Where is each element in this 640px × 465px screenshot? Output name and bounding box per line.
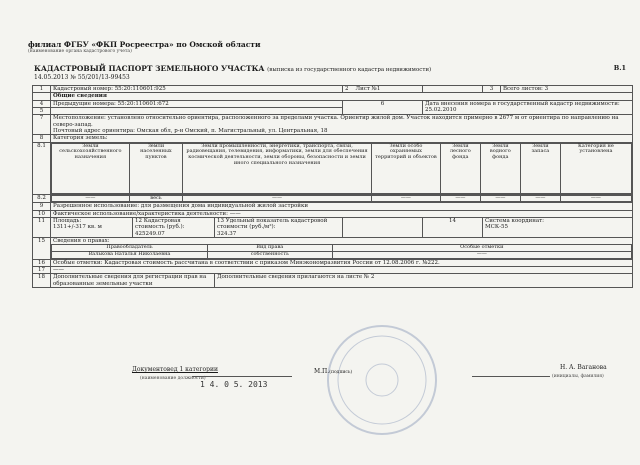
rights-table bbox=[51, 244, 632, 259]
signature-line bbox=[192, 376, 292, 377]
date-entered-label: Дата внесения номера в государственный кадастр недвижимости: bbox=[425, 100, 620, 107]
row-4: 4 Предыдущие номера: 55:20:110601:672 6 Дата внесения номера в государственный кадастр недвижимости: 25.02.2010 bbox=[33, 100, 633, 107]
category-header: Земли сельскохозяйственного назначения bbox=[52, 143, 130, 193]
coord-system-value: МСК-55 bbox=[485, 224, 508, 231]
rights-label: Сведения о правах: bbox=[53, 237, 110, 244]
rights-notes: —— bbox=[332, 251, 631, 258]
category-value: —— bbox=[440, 195, 480, 202]
title-sub: (выписка из государственного кадастра недвижимости) bbox=[267, 67, 432, 73]
category-header: Земли запаса bbox=[520, 143, 560, 193]
seal-place bbox=[314, 368, 352, 375]
permitted-use: Разрешенное использование: для размещения дома индивидуальной жилой застройки bbox=[51, 203, 633, 210]
category-table bbox=[51, 143, 632, 194]
row-5: 5 bbox=[33, 107, 633, 114]
passport-table bbox=[32, 85, 633, 288]
category-header: Земли населенных пунктов bbox=[129, 143, 182, 193]
previous-numbers: 55:20:110601:672 bbox=[117, 100, 169, 107]
date-entered: 25.02.2010 bbox=[425, 106, 457, 113]
row-15: 15 Сведения о правах: Правообладатель Вид права Особые отметки Валькова Наталья Николаевна собственность —— bbox=[33, 237, 633, 259]
date-stamp: 1 4. 0 5. 2013 bbox=[200, 380, 268, 389]
category-value: весь bbox=[129, 195, 182, 202]
land-category-label: Категория земель: bbox=[51, 135, 633, 142]
signer-name: Н. А. Ваганова bbox=[560, 364, 607, 371]
row-10: 10 Фактическое использование/характеристика деятельности: —— bbox=[33, 210, 633, 217]
rights-type: собственность bbox=[207, 251, 332, 258]
form-code: В.1 bbox=[613, 64, 626, 72]
actual-use-label: Фактическое использование/характеристика деятельности: bbox=[53, 210, 228, 217]
total-sheets: 3 bbox=[544, 86, 549, 92]
category-header: Земли промышленности, энергетики, транспорта, связи, радиовещания, телевидения, информатики, земли для обеспечения космической деятельности, земли обороны, безопасности и земли иного специального назначения bbox=[183, 143, 372, 193]
row-8: 8 Категория земель: bbox=[33, 135, 633, 142]
cadastral-number: 55:20:110601:925 bbox=[114, 86, 166, 92]
category-value: —— bbox=[520, 195, 560, 202]
row-8-1: 8.1 Земли сельскохозяйственного назначения Земли населенных пунктов Земли промышленности, энергетики, транспорта, связи, радиовещания, телевидения, информатики, земли для обеспечения космической деятельности, земли обороны, безопасности и земли иного специального назначения Земли особо охраняемых территорий и объектов Земли лесного фонда Земли водного фонда Земли запаса Категория не установлена bbox=[33, 142, 633, 194]
additional-info-value: Дополнительные сведения прилагаются на листе № 2 bbox=[215, 274, 633, 288]
unit-cost-value: 324.37 bbox=[217, 230, 237, 237]
cadastral-cost-value: 425249.07 bbox=[135, 230, 165, 237]
sheet-number: 1 bbox=[376, 86, 381, 92]
category-value: —— bbox=[371, 195, 440, 202]
special-notes: Особые отметки: Кадастровая стоимость рассчитана в соответствии с приказом Минэкономразвития России от 12.08.2006 г. №222. bbox=[51, 259, 633, 266]
category-value: —— bbox=[52, 195, 130, 202]
area-value: 1311+/-317 кв. м bbox=[53, 224, 102, 231]
category-values bbox=[51, 195, 632, 203]
rights-header: Вид права bbox=[207, 245, 332, 252]
document-header bbox=[28, 40, 261, 54]
signer-role-caption: (наименование должности) bbox=[140, 376, 206, 381]
org-name: филиал ФГБУ «ФКП Росреестра» по Омской области bbox=[28, 40, 261, 49]
category-value: —— bbox=[560, 195, 631, 202]
org-caption: (наименование органа кадастрового учета) bbox=[28, 49, 132, 54]
row-1: 1 Кадастровый номер: 55:20:110601:925 2 Лист №1 3 Всего листов: 3 bbox=[33, 86, 633, 93]
location-text: Местоположение: установлено относительно ориентира, расположенного за пределами участка. Ориентир жилой дом. Участок находится примерно в 2677 м от ориентира по направлению на северо-запад. bbox=[53, 115, 619, 128]
previous-numbers-label: Предыдущие номера: bbox=[53, 100, 116, 107]
row-18: 18 Дополнительные сведения для регистрации прав на образованные земельные участки Дополнительные сведения прилагаются на листе № 2 bbox=[33, 274, 633, 288]
signature-line bbox=[472, 376, 550, 377]
category-header: Категория не установлена bbox=[560, 143, 631, 193]
row-16: 16 Особые отметки: Кадастровая стоимость рассчитана в соответствии с приказом Минэкономразвития России от 12.08.2006 г. №222. bbox=[33, 259, 633, 266]
signer-name-caption: (инициалы, фамилия) bbox=[552, 374, 604, 379]
category-header: Земли особо охраняемых территорий и объектов bbox=[371, 143, 440, 193]
document-title bbox=[34, 64, 594, 73]
mp-label: М.П. bbox=[314, 368, 330, 375]
cadastral-number-label: Кадастровый номер: bbox=[53, 86, 113, 92]
row-9: 9 Разрешенное использование: для размещения дома индивидуальной жилой застройки bbox=[33, 203, 633, 210]
signature-block bbox=[32, 360, 632, 460]
additional-info-label: Дополнительные сведения для регистрации прав на образованные земельные участки bbox=[51, 274, 215, 288]
cadastral-cost-label: Кадастровая стоимость (руб.): bbox=[135, 217, 185, 231]
category-value: —— bbox=[183, 195, 372, 202]
rights-header: Особые отметки bbox=[332, 245, 631, 252]
category-header: Земли лесного фонда bbox=[440, 143, 480, 193]
signer-role: Документовед 1 категории bbox=[132, 366, 218, 373]
title-main: КАДАСТРОВЫЙ ПАСПОРТ ЗЕМЕЛЬНОГО УЧАСТКА bbox=[34, 64, 265, 73]
category-value: —— bbox=[480, 195, 520, 202]
area-label: Площадь: bbox=[53, 217, 82, 224]
rights-holder: Валькова Наталья Николаевна bbox=[52, 251, 208, 258]
row-8-2: 8.2 —— весь —— —— —— —— —— —— bbox=[33, 194, 633, 203]
row-17-value: —— bbox=[51, 266, 633, 273]
location-address: Почтовый адрес ориентира: Омская обл, р-н Омский, п. Магистральный, ул. Центральная, 18 bbox=[53, 127, 328, 134]
row-7: 7 Местоположение: установлено относительно ориентира, расположенного за пределами участка. Ориентир жилой дом. Участок находится примерно в 2677 м от ориентира по направлению на северо-запад. Почтовый адрес ориентира: Омская обл, р-н Омский, п. Магистральный, ул. Центральная, 18 bbox=[33, 115, 633, 135]
row-17: 17 —— bbox=[33, 266, 633, 273]
actual-use-value: —— bbox=[229, 210, 241, 217]
sheet-label: Лист № bbox=[355, 86, 377, 92]
total-sheets-label: Всего листов: bbox=[503, 86, 543, 92]
seal-stamp bbox=[322, 320, 442, 440]
coord-system-label: Система координат: bbox=[485, 217, 545, 224]
mp-caption: (подпись) bbox=[329, 370, 353, 375]
category-header: Земли водного фонда bbox=[480, 143, 520, 193]
issue-date-number: 14.05.2013 № 55/201/13-99453 bbox=[34, 74, 130, 81]
row-general bbox=[33, 93, 633, 100]
row-11: 11 Площадь: 1311+/-317 кв. м 12 Кадастровая стоимость (руб.): 425249.07 13 Удельный показатель кадастровой стоимости (руб./м²): 324.37 14 Система координат: МСК-55 bbox=[33, 217, 633, 237]
general-heading: Общие сведения bbox=[51, 93, 633, 100]
unit-cost-label: Удельный показатель кадастровой стоимости (руб./м²): bbox=[217, 217, 328, 231]
rights-header: Правообладатель bbox=[52, 245, 208, 252]
